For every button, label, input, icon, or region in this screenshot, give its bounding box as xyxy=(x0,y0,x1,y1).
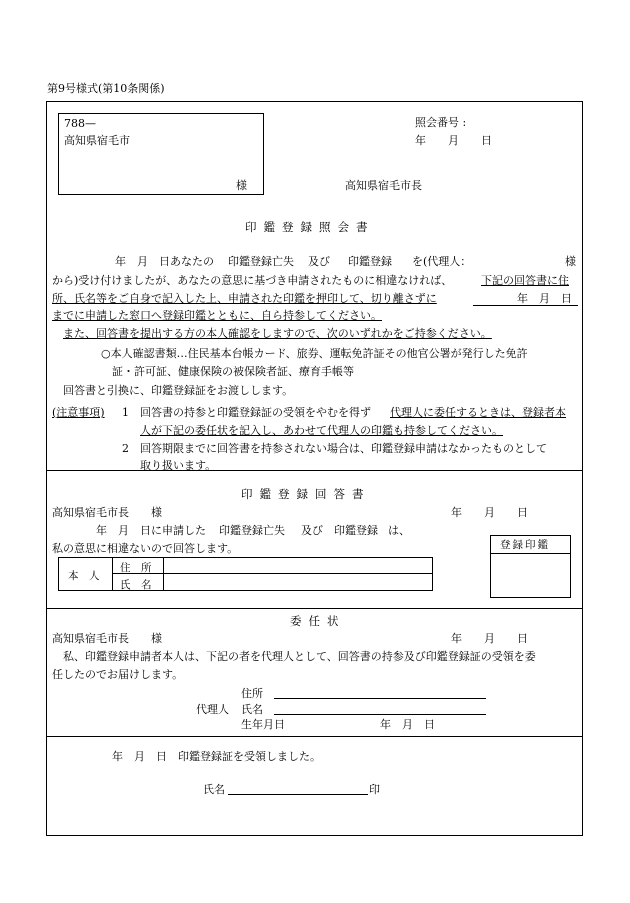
proxy-dob-date: 年 月 日 xyxy=(380,718,435,731)
person-table-col1 xyxy=(112,557,113,591)
note1-line1b: 代理人に委任するときは、登録者本 xyxy=(390,406,566,419)
inquiry-date: 年 月 日 xyxy=(415,134,492,147)
proxy-name-field[interactable] xyxy=(274,714,486,715)
note1-number: 1 xyxy=(122,406,129,419)
receipt-line: 年 月 日 印鑑登録証を受領しました。 xyxy=(112,750,321,763)
receipt-name-field[interactable] xyxy=(228,794,368,795)
notes-label: (注意事項) xyxy=(52,406,105,419)
address-label: 住 所 xyxy=(120,562,152,574)
reply-line2: 私の意思に相違ないので回答します。 xyxy=(52,542,239,555)
person-label: 本 人 xyxy=(68,570,100,582)
id-docs-line2: 証・許可証、健康保険の被保険者証、療育手帳等 xyxy=(112,365,354,378)
note2-number: 2 xyxy=(122,442,129,455)
postal-code: 788— xyxy=(64,117,96,130)
para1-line3a: 所、氏名等をご自身で記入した上、申請された印鑑を押印して、切り離さずに xyxy=(52,292,437,305)
proxy-addressee: 高知県宿毛市長 様 xyxy=(52,632,162,645)
para1-line1c: 及び xyxy=(308,255,330,268)
note1-line2: 人が下記の委任状を記入し、あわせて代理人の印鑑も持参してください。 xyxy=(140,424,503,437)
para1-line3b: 年 月 日 xyxy=(517,292,572,305)
reply-line1a: 年 月 日に申請した xyxy=(96,524,206,537)
proxy-body-line2: 任したのでお届けします。 xyxy=(52,668,184,681)
recipient-city: 高知県宿毛市 xyxy=(64,134,130,147)
form-id: 第9号様式(第10条関係) xyxy=(47,82,165,95)
para1-line1d: 印鑑登録 xyxy=(348,255,392,268)
receipt-name-label: 氏名 xyxy=(203,783,225,796)
para1-line1e: を(代理人： xyxy=(412,255,472,268)
proxy-address-field[interactable] xyxy=(274,698,486,699)
seal-label: 登録印鑑 xyxy=(500,539,550,551)
proxy-dob-label: 生年月日 xyxy=(241,718,285,731)
exchange-note: 回答書と引換に、印鑑登録証をお渡しします。 xyxy=(63,384,294,397)
proxy-name-label: 氏名 xyxy=(241,703,263,716)
section-divider-3 xyxy=(46,736,583,737)
reply-line1b: 印鑑登録亡失 xyxy=(219,524,285,537)
name-field[interactable] xyxy=(163,574,433,591)
section-divider-1 xyxy=(46,470,583,471)
issuer-mayor: 高知県宿毛市長 xyxy=(345,179,422,192)
para2: また、回答書を提出する方の本人確認をしますので、次のいずれかをご持参ください。 xyxy=(63,327,492,340)
recipient-sama: 様 xyxy=(236,179,247,192)
note2-line1: 回答期限までに回答書を持参されない場合は、印鑑登録申請はなかったものとして xyxy=(140,442,547,455)
para1-line1a: 年 月 日あなたの xyxy=(115,255,214,268)
proxy-address-label: 住所 xyxy=(241,687,263,700)
name-label: 氏 名 xyxy=(120,579,152,591)
para1-line4: までに申請した窓口へ登録印鑑とともに、自ら持参してください。 xyxy=(52,309,382,322)
reply-line1d: 印鑑登録 xyxy=(334,524,378,537)
proxy-title: 委任状 xyxy=(290,614,346,628)
proxy-agent-label: 代理人 xyxy=(196,703,229,716)
para1-line3-blank xyxy=(473,305,578,306)
reply-date: 年 月 日 xyxy=(451,506,528,519)
para1-line1f: 様 xyxy=(565,255,576,268)
section-divider-2 xyxy=(46,608,583,609)
note2-line2: 取り扱います。 xyxy=(140,459,217,472)
para1-line2b: 下記の回答書に住 xyxy=(481,274,569,287)
proxy-date: 年 月 日 xyxy=(451,632,528,645)
reply-addressee: 高知県宿毛市長 様 xyxy=(52,506,162,519)
form-frame xyxy=(46,101,583,836)
reply-line1e: は、 xyxy=(388,524,410,537)
para1-line1b: 印鑑登録亡失 xyxy=(228,255,294,268)
note1-line1a: 回答書の持参と印鑑登録証の受領をやむを得ず xyxy=(140,406,371,419)
reference-number-label: 照会番号 : xyxy=(415,116,467,129)
reply-title: 印鑑登録回答書 xyxy=(241,487,371,501)
proxy-body-line1: 私、印鑑登録申請者本人は、下記の者を代理人として、回答書の持参及び印鑑登録証の受領を委 xyxy=(63,650,536,663)
address-field[interactable] xyxy=(163,557,433,573)
receipt-seal-mark: 印 xyxy=(369,783,380,796)
reply-line1c: 及び xyxy=(301,524,323,537)
para1-line2a: から)受け付けましたが、あなたの意思に基づき申請されたものに相違なければ、 xyxy=(52,274,453,287)
seal-box-divider xyxy=(490,553,571,554)
inquiry-title: 印鑑登録照会書 xyxy=(245,220,375,234)
id-docs-line1: ○本人確認書類…住民基本台帳カード、旅券、運転免許証その他官公署が発行した免許 xyxy=(101,347,528,360)
